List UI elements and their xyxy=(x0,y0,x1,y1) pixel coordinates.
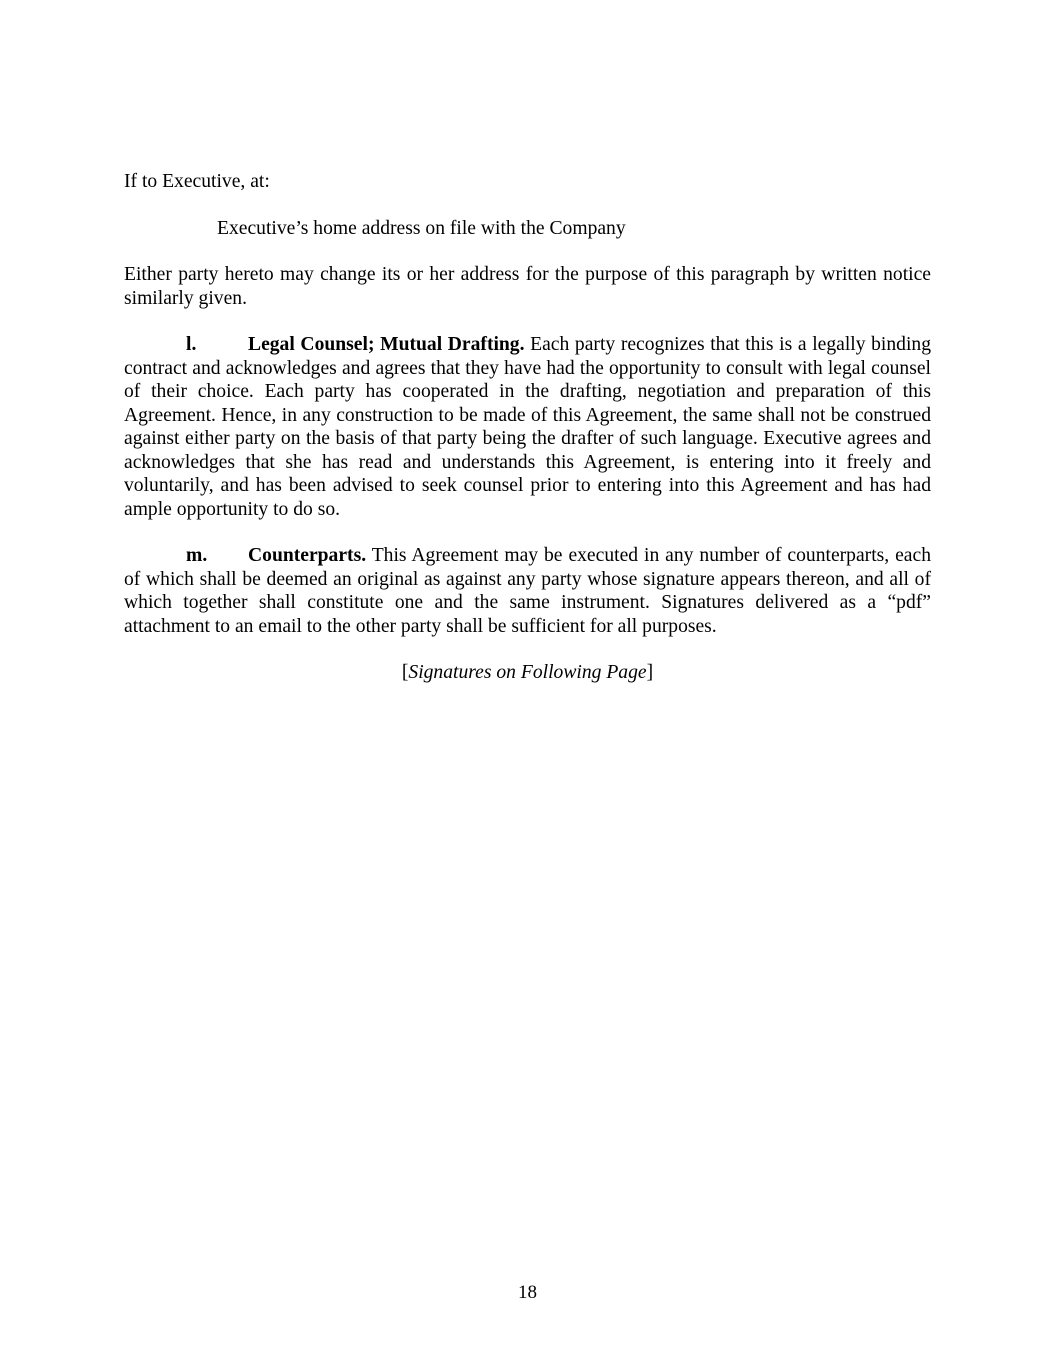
signatures-note xyxy=(124,661,931,685)
section-title: Counterparts. xyxy=(248,545,367,566)
section-body: This Agreement may be executed in any number of counterparts, each of which shall be deemed an original as against any party whose signature appears thereon, and all of which together shall constitute one and the same instrument. Signatures delivered as a “pdf” attachment to an email to the other party shall be sufficient for all purposes. xyxy=(124,545,931,637)
notice-address: Executive’s home address on file with the Company xyxy=(217,217,626,239)
change-address-paragraph: Either party hereto may change its or her address for the purpose of this paragraph by written notice similarly given. xyxy=(124,264,931,309)
section-number: m. xyxy=(186,545,208,566)
section-title: Legal Counsel; Mutual Drafting. xyxy=(248,334,525,355)
signatures-close-bracket: ] xyxy=(646,662,654,683)
document-body xyxy=(124,170,931,685)
section-counterparts xyxy=(124,544,931,638)
signatures-note-text: Signatures on Following Page xyxy=(408,662,647,683)
signatures-open-bracket: [ xyxy=(401,662,409,683)
page-number: 18 xyxy=(518,1282,537,1303)
section-legal-counsel xyxy=(124,333,931,521)
notice-intro: If to Executive, at: xyxy=(124,171,270,192)
section-body: Each party recognizes that this is a legally binding contract and acknowledges and agrees that they have had the opportunity to consult with legal counsel of their choice. Each party has cooperated in the drafting, negotiation and preparation of this Agreement. Hence, in any construction to be made of this Agreement, the same shall not be construed against either party on the basis of that party being the drafter of such language. Executive agrees and acknowledges that she has read and understands this Agreement, is entering into it freely and voluntarily, and has been advised to seek counsel prior to entering into this Agreement and has had ample opportunity to do so. xyxy=(124,334,932,520)
section-number: l. xyxy=(186,334,197,355)
